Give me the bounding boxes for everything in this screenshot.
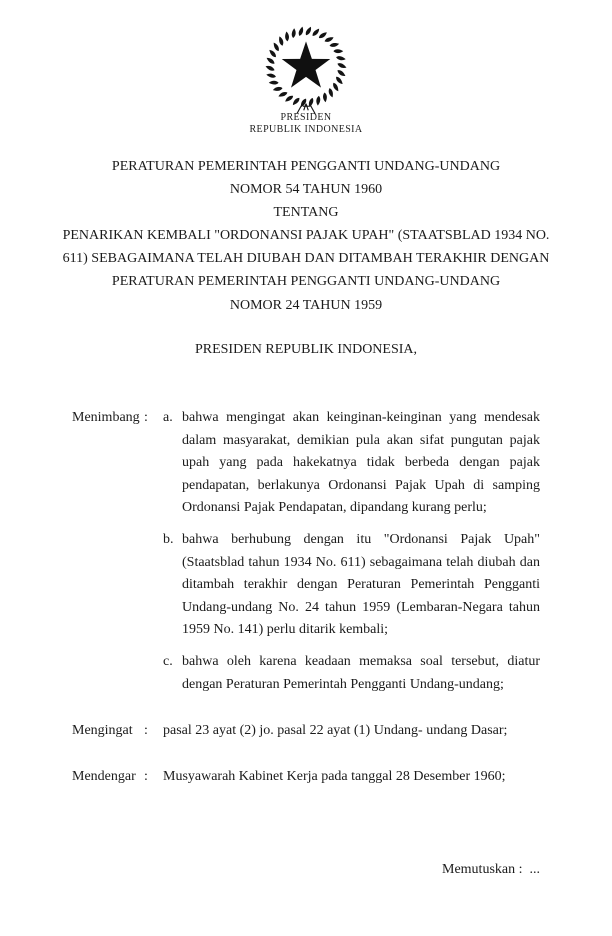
emblem-star	[282, 41, 331, 87]
item-b-text: bahwa berhubung dengan itu "Ordonansi Pajak Upah" (Staatsblad tahun 1934 No. 611) sebagaimana telah diubah dan ditambah terakhir dengan Peraturan Pemerintah Pengganti Undang-undang No. 24 tahun 1959 (Lembaran-Negara tahun 1959 No. 141) perlu ditarik kembali;	[182, 531, 540, 638]
mendengar-label: Mendengar	[72, 769, 136, 784]
regulation-number-line: NOMOR 54 TAHUN 1960	[229, 182, 383, 198]
menimbang-item-c	[163, 651, 540, 696]
item-c-text: bahwa oleh karena keadaan memaksa soal tersebut, diatur dengan Peraturan Pemerintah Pengganti Undang-undang;	[182, 653, 540, 692]
title-block	[61, 155, 551, 317]
mengingat-label: Mengingat	[72, 723, 133, 738]
emblem-container	[0, 24, 612, 123]
item-a-marker: a.	[163, 410, 173, 425]
menimbang-item-b	[163, 529, 540, 642]
subject-line-1: PENARIKAN KEMBALI "ORDONANSI PAJAK UPAH" (STAATSBLAD 1934 NO.	[62, 228, 550, 244]
mendengar-section	[72, 766, 540, 789]
institution-line-republik: REPUBLIK INDONESIA	[249, 123, 363, 135]
mengingat-colon: :	[144, 723, 148, 738]
item-b-marker: b.	[163, 531, 174, 547]
menimbang-items	[163, 407, 540, 696]
menimbang-colon: :	[144, 410, 148, 425]
mengingat-section	[72, 720, 540, 743]
menimbang-label: Menimbang	[72, 410, 140, 425]
subject-line-4: NOMOR 24 TAHUN 1959	[229, 297, 383, 313]
decision-ellipsis: ...	[529, 862, 540, 877]
decision-lead-text: Memutuskan :	[442, 862, 523, 877]
item-a-text: bahwa mengingat akan keinginan-keinginan yang mendesak dalam masyarakat, demikian pula akan sifat pungutan pajak upah yang pada hakekatnya tidak berbeda dengan pajak pendapatan, berlakunya Ordonansi Pajak Upah di samping Ordonansi Pajak Pendapatan, dipandang kurang perlu;	[182, 410, 540, 516]
institution-line-presiden: PRESIDEN	[280, 112, 332, 123]
decision-lead	[442, 862, 540, 878]
menimbang-section	[72, 407, 540, 696]
subject-line-3: PERATURAN PEMERINTAH PENGGANTI UNDANG-UNDANG	[111, 274, 501, 290]
star-wreath-emblem-icon	[257, 24, 355, 118]
mendengar-text: Musyawarah Kabinet Kerja pada tanggal 28 Desember 1960;	[163, 769, 506, 784]
menimbang-item-a	[163, 407, 540, 520]
mendengar-colon: :	[144, 769, 148, 784]
item-c-marker: c.	[163, 653, 173, 669]
institution-heading	[0, 112, 612, 135]
opening-line: PRESIDEN REPUBLIK INDONESIA,	[194, 342, 418, 357]
regulation-type-line: PERATURAN PEMERINTAH PENGGANTI UNDANG-UNDANG	[111, 159, 501, 174]
subject-line-2: 611) SEBAGAIMANA TELAH DIUBAH DAN DITAMBAH TERAKHIR DENGAN	[62, 251, 550, 267]
tentang-line: TENTANG	[273, 205, 339, 221]
mengingat-text: pasal 23 ayat (2) jo. pasal 22 ayat (1) Undang- undang Dasar;	[163, 723, 508, 738]
